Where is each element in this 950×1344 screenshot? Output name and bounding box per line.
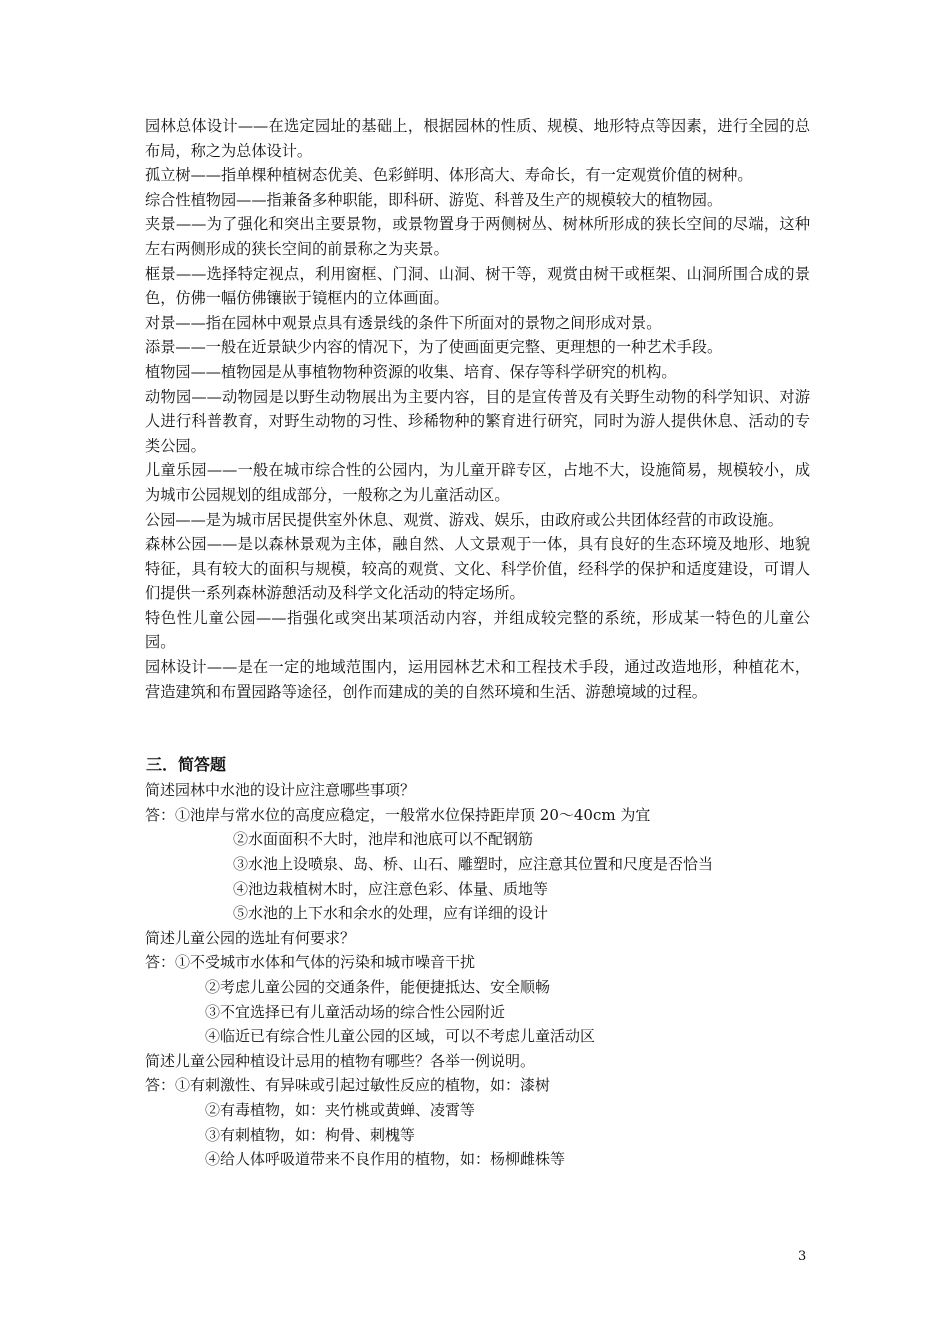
answer-prefix: 答： bbox=[145, 805, 176, 824]
answer-item: ④给人体呼吸道带来不良作用的植物，如：杨柳雌株等 bbox=[205, 1150, 566, 1169]
qa-block bbox=[145, 1049, 810, 1172]
section-title: 三．简答题 bbox=[146, 755, 227, 775]
answer bbox=[145, 950, 810, 1048]
answer bbox=[145, 803, 810, 926]
question: 简述园林中水池的设计应注意哪些事项？ bbox=[145, 781, 416, 800]
definitions-list bbox=[145, 114, 810, 704]
answer-item: ①有刺激性、有异味或引起过敏性反应的植物，如：漆树 bbox=[175, 1076, 551, 1095]
definition-paragraph: 夹景——为了强化和突出主要景物，或景物置身于两侧树丛、树林所形成的狭长空间的尽端，这种左右两侧形成的狭长空间的前景称之为夹景。 bbox=[145, 215, 810, 258]
answer-item: ①不受城市水体和气体的污染和城市噪音干扰 bbox=[175, 953, 476, 972]
answer-item: ②水面面积不大时，池岸和池底可以不配钢筋 bbox=[233, 830, 534, 849]
answer-item: ④临近已有综合性儿童公园的区域，可以不考虑儿童活动区 bbox=[205, 1027, 596, 1046]
definition-paragraph: 框景——选择特定视点，利用窗框、门洞、山洞、树干等，观赏由树干或框架、山洞所围合成的景色，仿佛一幅仿佛镶嵌于镜框内的立体画面。 bbox=[145, 264, 810, 308]
answer-item: ③水池上设喷泉、岛、桥、山石、雕塑时，应注意其位置和尺度是否恰当 bbox=[233, 855, 714, 874]
answer-line bbox=[145, 950, 810, 975]
answer-item: ①池岸与常水位的高度应稳定，一般常水位保持距岸顶 20～40cm 为宜 bbox=[175, 805, 651, 824]
answer bbox=[145, 1073, 810, 1171]
definition-paragraph: 园林设计——是在一定的地域范围内，运用园林艺术和工程技术手段，通过改造地形，种植花木，营造建筑和布置园路等途径，创作而建成的美的自然环境和生活、游憩境域的过程。 bbox=[145, 658, 810, 701]
answer-item: ②有毒植物，如：夹竹桃或黄蝉、凌霄等 bbox=[205, 1100, 476, 1119]
definition-paragraph: 综合性植物园——指兼备多种职能，即科研、游览、科普及生产的规模较大的植物园。 bbox=[145, 190, 723, 209]
definition-paragraph: 对景——指在园林中观景点具有透景线的条件下所面对的景物之间形成对景。 bbox=[145, 313, 662, 332]
definition-paragraph: 特色性儿童公园——指强化或突出某项活动内容，并组成较完整的系统，形成某一特色的儿童公园。 bbox=[145, 608, 810, 652]
answer-line bbox=[145, 1073, 810, 1098]
definition-paragraph: 儿童乐园——一般在城市综合性的公园内，为儿童开辟专区，占地不大，设施简易，规模较小，成为城市公园规划的组成部分，一般称之为儿童活动区。 bbox=[145, 461, 810, 504]
answer-line bbox=[145, 803, 810, 828]
answer-item: ②考虑儿童公园的交通条件，能便捷抵达、安全顺畅 bbox=[205, 978, 551, 996]
answer-item: ③有刺植物，如：枸骨、刺槐等 bbox=[205, 1125, 416, 1144]
definition-paragraph: 孤立树——指单棵种植树态优美、色彩鲜明、体形高大、寿命长，有一定观赏价值的树种。 bbox=[145, 166, 753, 185]
qa-block bbox=[145, 926, 810, 1049]
question: 简述儿童公园种植设计忌用的植物有哪些？各举一例说明。 bbox=[145, 1051, 536, 1070]
definition-paragraph: 动物园——动物园是以野生动物展出为主要内容，目的是宣传普及有关野生动物的科学知识、对游人进行科普教育，对野生动物的习性、珍稀物种的繁育进行研究，同时为游人提供休息、活动的专类公园。 bbox=[145, 387, 810, 455]
definition-paragraph: 园林总体设计——在选定园址的基础上，根据园林的性质、规模、地形特点等因素，进行全园的总布局，称之为总体设计。 bbox=[145, 117, 810, 160]
answer-item: ⑤水池的上下水和余水的处理，应有详细的设计 bbox=[233, 904, 549, 923]
question: 简述儿童公园的选址有何要求？ bbox=[145, 928, 356, 947]
definition-paragraph: 森林公园——是以森林景观为主体，融自然、人文景观于一体，具有良好的生态环境及地形、地貌特征，具有较大的面积与规模，较高的观赏、文化、科学价值，经科学的保护和适度建设，可谓人们提供一系列森林游憩活动及科学文化活动的特定场所。 bbox=[145, 535, 810, 603]
definition-paragraph: 添景——一般在近景缺少内容的情况下，为了使画面更完整、更理想的一种艺术手段。 bbox=[145, 338, 723, 357]
answer-prefix: 答： bbox=[145, 953, 176, 972]
definition-paragraph: 公园——是为城市居民提供室外休息、观赏、游戏、娱乐，由政府或公共团体经营的市政设施。 bbox=[145, 510, 783, 529]
page-number: 3 bbox=[798, 1249, 807, 1264]
definition-paragraph: 植物园——植物园是从事植物物种资源的收集、培育、保存等科学研究的机构。 bbox=[145, 362, 677, 381]
answer-item: ④池边栽植树木时，应注意色彩、体量、质地等 bbox=[233, 879, 549, 898]
document-page bbox=[145, 114, 810, 1172]
answer-item: ③不宜选择已有儿童活动场的综合性公园附近 bbox=[205, 1002, 506, 1021]
qa-block bbox=[145, 778, 810, 926]
answer-prefix: 答： bbox=[145, 1076, 176, 1095]
